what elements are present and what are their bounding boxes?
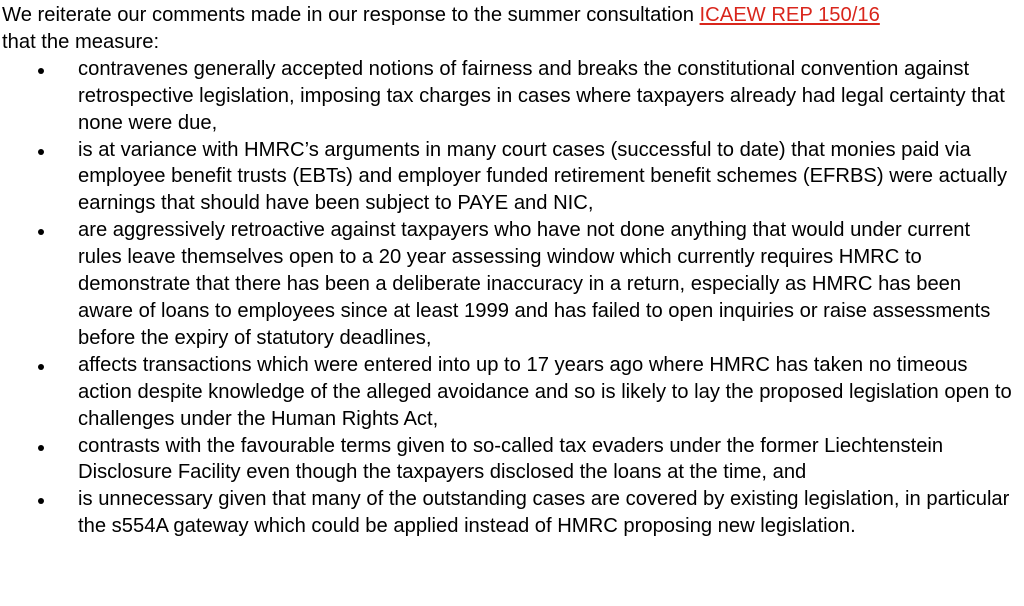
bullet-icon bbox=[38, 445, 44, 451]
bullet-icon bbox=[38, 364, 44, 370]
bullet-text: contravenes generally accepted notions of fairness and breaks the constitutional convention against retrospective legislation, imposing tax charges in cases where taxpayers already had legal certainty that none were due, bbox=[78, 57, 1005, 134]
bullet-list bbox=[2, 56, 1016, 540]
list-item bbox=[2, 352, 1016, 433]
icaew-rep-link[interactable]: ICAEW REP 150/16 bbox=[699, 4, 880, 26]
bullet-icon bbox=[38, 229, 44, 235]
bullet-text: affects transactions which were entered into up to 17 years ago where HMRC has taken no timeous action despite knowledge of the alleged avoidance and so is likely to lay the proposed legislation open to challenges under the Human Rights Act, bbox=[78, 353, 1012, 430]
list-item bbox=[2, 217, 1016, 352]
list-item bbox=[2, 137, 1016, 218]
bullet-text: is at variance with HMRC’s arguments in many court cases (successful to date) that monies paid via employee benefit trusts (EBTs) and employer funded retirement benefit schemes (EFRBS) were actually earnings that should have been subject to PAYE and NIC, bbox=[78, 138, 1008, 215]
intro-text: We reiterate our comments made in our response to the summer consultation bbox=[2, 4, 700, 26]
list-item bbox=[2, 486, 1016, 540]
intro-paragraph bbox=[2, 2, 1016, 56]
bullet-icon bbox=[38, 68, 44, 74]
bullet-text: is unnecessary given that many of the outstanding cases are covered by existing legislation, in particular the s554A gateway which could be applied instead of HMRC proposing new legislation. bbox=[78, 488, 1010, 538]
bullet-icon bbox=[38, 149, 44, 155]
intro-text-continued: that the measure: bbox=[2, 30, 160, 53]
list-item bbox=[2, 433, 1016, 487]
bullet-text: are aggressively retroactive against taxpayers who have not done anything that would under current rules leave themselves open to a 20 year assessing window which currently requires HMRC to demonstrate that there has been a deliberate inaccuracy in a return, especially as HMRC has been aware of loans to employees since at least 1999 and has failed to open inquiries or raise assessments before the expiry of statutory deadlines, bbox=[78, 219, 991, 349]
list-item bbox=[2, 56, 1016, 137]
bullet-icon bbox=[38, 498, 44, 504]
bullet-text: contrasts with the favourable terms given to so-called tax evaders under the former Liechtenstein Disclosure Facility even though the taxpayers disclosed the loans at the time, and bbox=[78, 434, 944, 484]
